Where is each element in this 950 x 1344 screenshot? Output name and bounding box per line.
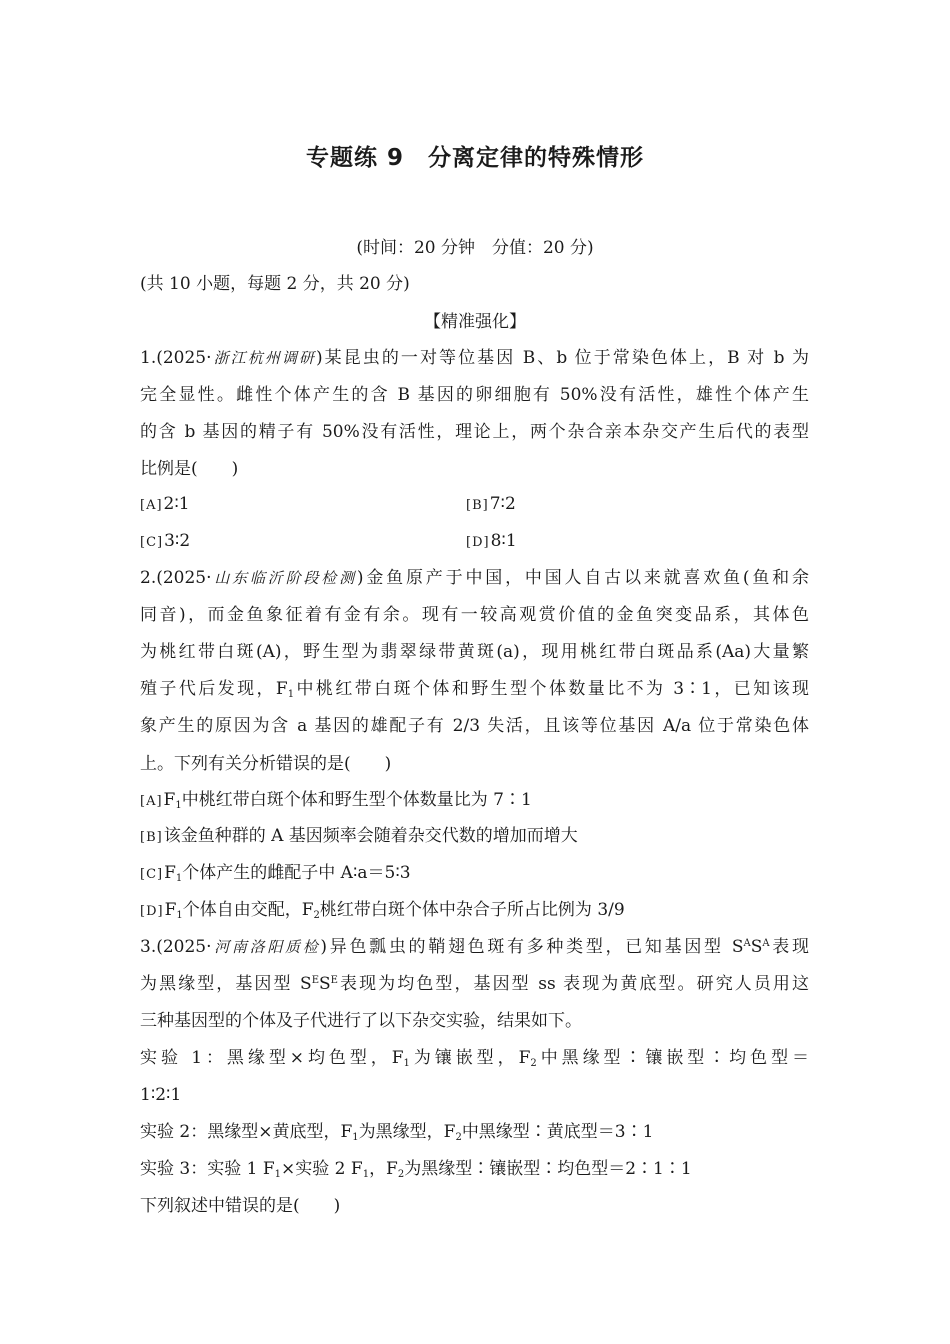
question-2-line-3: 为桃红带白斑(A)，野生型为翡翠绿带黄斑(a)，现用桃红带白斑品系(Aa)大量繁 bbox=[140, 642, 809, 662]
experiment-3: 实验 3：实验 1 $F_1\times$实验 2 $F_1$，$F_2$为黑缘型∶镶嵌型∶均色型＝2∶1∶1 bbox=[140, 1159, 692, 1180]
question-2-line-2: 同音)，而金鱼象征着有金有余。现有一较高观赏价值的金鱼突变品系，其体色 bbox=[140, 605, 809, 625]
option-a[interactable]: $[A]F_1$中桃红带白斑个体和野生型个体数量比为 7∶1 bbox=[140, 790, 532, 811]
option-a[interactable]: [A]2∶1 bbox=[140, 494, 190, 514]
question-source: 浙江杭州调研 bbox=[211, 349, 316, 367]
question-number: 3.(2025· bbox=[140, 937, 212, 957]
question-3-prompt: 下列叙述中错误的是( ) bbox=[140, 1196, 341, 1216]
question-number: 2.(2025· bbox=[140, 568, 212, 588]
time-score-info: (时间：20 分钟 分值：20 分) bbox=[356, 238, 594, 258]
option-c[interactable]: $[C]F_1$个体产生的雌配子中 A∶a＝5∶3 bbox=[140, 863, 411, 884]
question-3-line-3: 三种基因型的个体及子代进行了以下杂交实验，结果如下。 bbox=[140, 1011, 582, 1031]
option-d[interactable]: $[D]F_1$个体自由交配，$F_2$桃红带白斑个体中杂合子所占比例为 3/9 bbox=[140, 900, 625, 921]
option-c[interactable]: [C]3∶2 bbox=[140, 531, 191, 551]
question-1-line-3: 的含 b 基因的精子有 50%没有活性，理论上，两个杂合亲本杂交产生后代的表型 bbox=[140, 422, 809, 442]
question-3-line-2: 为黑缘型，基因型 $S^ES^E$表现为均色型，基因型 ss 表现为黄底型。研究人员用这 bbox=[140, 974, 809, 994]
question-3-line-1: 3.(2025·河南洛阳质检)异色瓢虫的鞘翅色斑有多种类型，已知基因型 $S^AS^A$表现 bbox=[140, 937, 809, 957]
experiment-1: 实验 1：黑缘型×均色型，$F_1$为镶嵌型，$F_2$中黑缘型∶镶嵌型∶均色型＝ bbox=[140, 1048, 810, 1069]
option-b[interactable]: [B]7∶2 bbox=[466, 494, 516, 514]
page-title: 专题练 9 分离定律的特殊情形 bbox=[305, 145, 644, 171]
question-1-line-2: 完全显性。雌性个体产生的含 B 基因的卵细胞有 50%没有活性，雄性个体产生 bbox=[140, 385, 809, 405]
question-2-line-5: 象产生的原因为含 a 基因的雄配子有 2/3 失活，且该等位基因 A/a 位于常染色体 bbox=[140, 716, 809, 736]
question-source: 山东临沂阶段检测 bbox=[211, 569, 357, 587]
question-number: 1.(2025· bbox=[140, 348, 212, 368]
option-d[interactable]: [D]8∶1 bbox=[466, 531, 517, 551]
experiment-2: 实验 2：黑缘型×黄底型，$F_1$为黑缘型，$F_2$中黑缘型∶黄底型＝3∶1 bbox=[140, 1122, 654, 1143]
question-1-line-4: 比例是( ) bbox=[140, 459, 239, 479]
instructions: (共 10 小题，每题 2 分，共 20 分) bbox=[140, 274, 410, 294]
question-2-line-1: 2.(2025·山东临沂阶段检测)金鱼原产于中国，中国人自古以来就喜欢鱼(鱼和余 bbox=[140, 568, 809, 588]
question-source: 河南洛阳质检 bbox=[211, 938, 321, 956]
experiment-1-ratio: 1∶2∶1 bbox=[140, 1085, 182, 1105]
option-b[interactable]: [B]该金鱼种群的 A 基因频率会随着杂交代数的增加而增大 bbox=[140, 826, 578, 846]
question-2-line-4: 殖子代后发现，$F_1$中桃红带白斑个体和野生型个体数量比不为 3∶1，已知该现 bbox=[140, 679, 809, 700]
section-heading: 【精准强化】 bbox=[424, 312, 526, 332]
question-1-line-1: 1.(2025·浙江杭州调研)某昆虫的一对等位基因 B、b 位于常染色体上，B 对 b 为 bbox=[140, 348, 809, 368]
question-2-line-6: 上。下列有关分析错误的是( ) bbox=[140, 754, 392, 774]
